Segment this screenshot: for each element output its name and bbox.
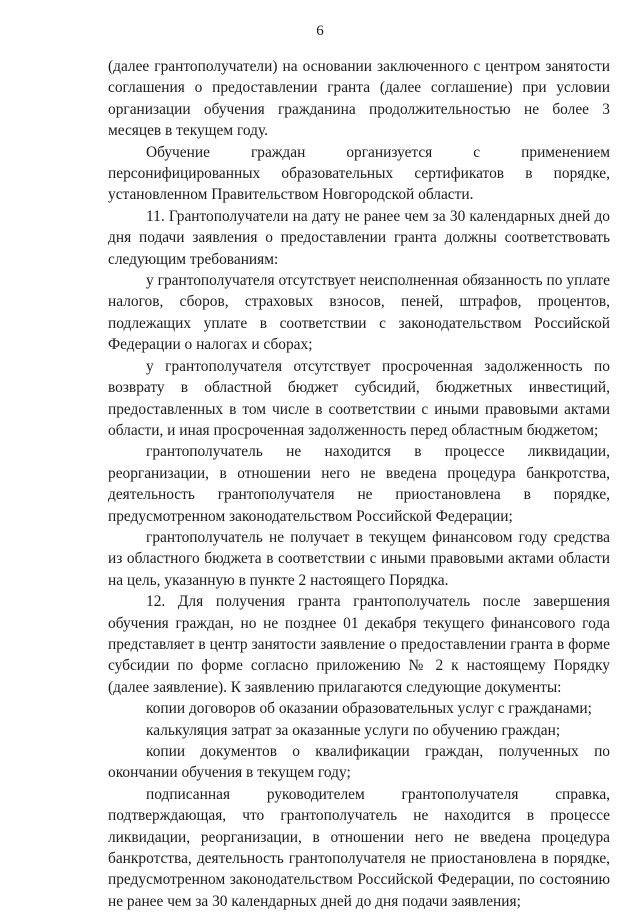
document-body — [108, 56, 610, 912]
paragraph-requirement-debt: у грантополучателя отсутствует просроченная задолженность по возврату в областной бюджет субсидий, бюджетных инвестиций, предоставленных в том числе в соответствии с иными правовыми актами области, и иная просроченная задолженность перед областным бюджетом; — [108, 357, 610, 439]
paragraph-requirement-other-funds: грантополучатель не получает в текущем финансовом году средства из областного бюджета в соответствии с иными правовыми актами области на цель, указанную в пункте 2 настоящего Порядка. — [108, 528, 610, 589]
page-number: 6 — [316, 23, 324, 39]
paragraph-item-12: 12. Для получения гранта грантополучатель после завершения обучения граждан, но не позднее 01 декабря текущего финансового года представляет в центр занятости заявление о предоставлении гранта в форме субсидии по форме согласно приложению № 2 к настоящему Порядку (далее заявление). К заявлению прилагаются следующие документы: — [108, 593, 610, 696]
paragraph-doc-contracts: копии договоров об оказании образовательных услуг с гражданами; — [146, 700, 592, 718]
paragraph-requirement-liquidation: грантополучатель не находится в процессе ликвидации, реорганизации, в отношении него не введена процедура банкротства, деятельность грантополучателя не приостановлена в порядке, предусмотренном законодательством Российской Федерации; — [108, 443, 610, 525]
paragraph-doc-qualification: копии документов о квалификации граждан, полученных по окончании обучения в текущем году; — [108, 743, 610, 782]
paragraph-training-organization: Обучение граждан организуется с применением персонифицированных образовательных сертификатов в порядке, установленном Правительством Новгородской области. — [108, 143, 610, 204]
paragraph-requirement-taxes: у грантополучателя отсутствует неисполненная обязанность по уплате налогов, сборов, страховых взносов, пеней, штрафов, процентов, подлежащих уплате в соответствии с законодательством Российской Федерации о налогах и сборах; — [108, 272, 610, 354]
paragraph-doc-certificate: подписанная руководителем грантополучателя справка, подтверждающая, что грантополучатель не находится в процессе ликвидации, реорганизации, в отношении него не введена процедура банкротства, деятельность грантополучателя не приостановлена в порядке, предусмотренном законодательством Российской Федерации, по состоянию не ранее чем за 30 календарных дней до дня подачи заявления; — [108, 785, 610, 910]
paragraph-doc-calculation: калькуляция затрат за оказанные услуги по обучению граждан; — [146, 721, 561, 739]
paragraph-item-11: 11. Грантополучатели на дату не ранее чем за 30 календарных дней до дня подачи заявления о предоставлении гранта должны соответствовать следующим требованиям: — [108, 207, 610, 268]
paragraph-intro-continuation: (далее грантополучатели) на основании заключенного с центром занятости соглашения о предоставлении гранта (далее соглашение) при условии организации обучения гражданина продолжительностью не более 3 месяцев в текущем году. — [108, 58, 610, 140]
